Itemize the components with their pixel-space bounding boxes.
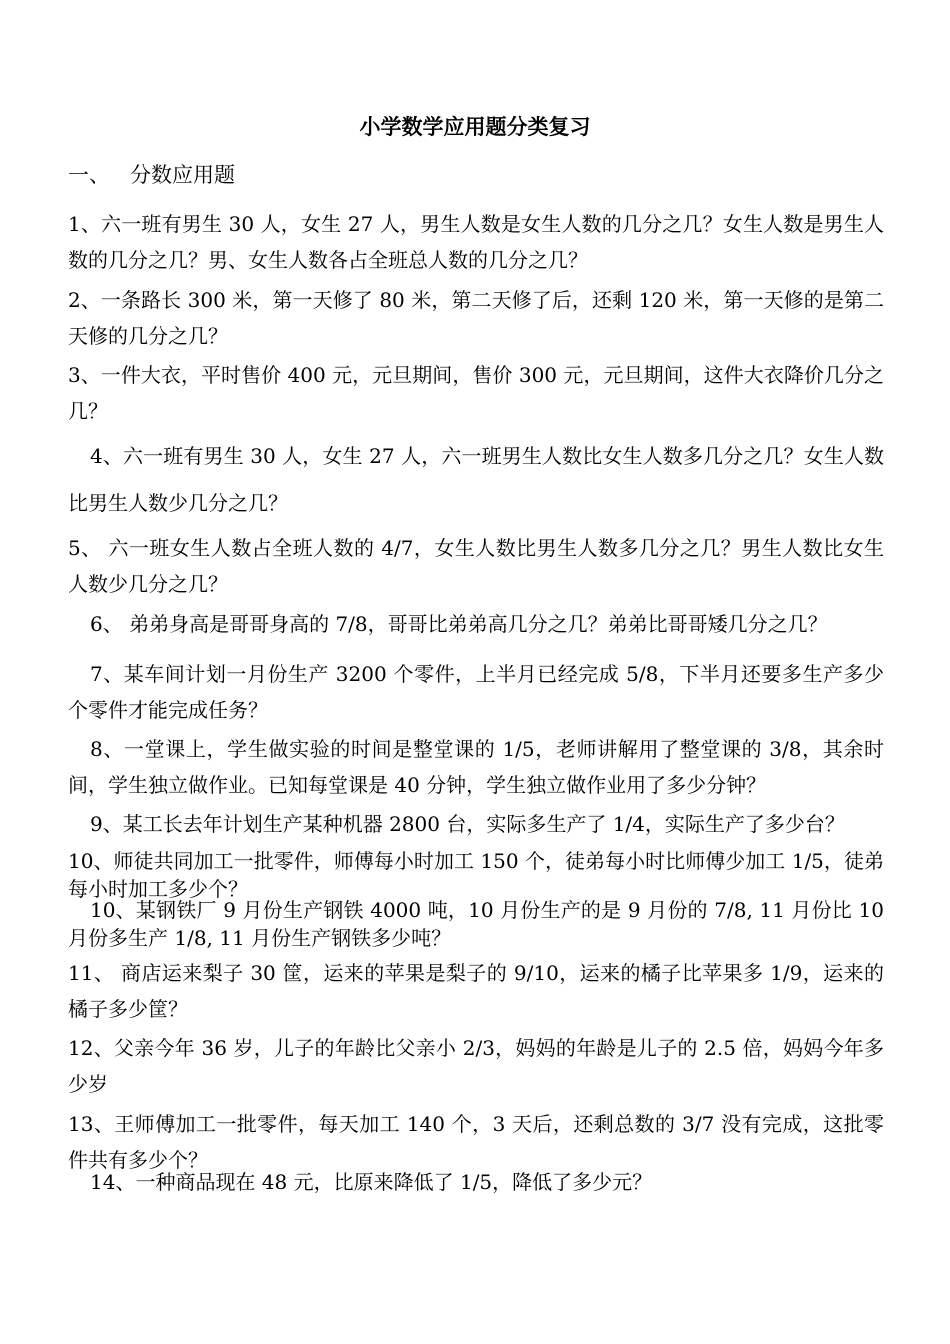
problem-11: 11、 商店运来梨子 30 筐，运来的苹果是梨子的 9/10，运来的橘子比苹果多 1/9，运来的橘子多少筐？: [68, 961, 884, 1021]
problem-2: 2、一条路长 300 米，第一天修了 80 米，第二天修了后，还剩 120 米，第一天修的是第二天修的几分之几？: [68, 288, 884, 348]
problem-10a: 10、师徒共同加工一批零件，师傅每小时加工 150 个，徒弟每小时比师傅少加工 1/5，徒弟每小时加工多少个？: [68, 849, 884, 901]
problem-5: 5、 六一班女生人数占全班人数的 4/7，女生人数比男生人数多几分之几？男生人数比女生人数少几分之几？: [68, 536, 884, 596]
problem-13: 13、王师傅加工一批零件，每天加工 140 个，3 天后，还剩总数的 3/7 没有完成，这批零件共有多少个？: [68, 1112, 884, 1172]
problem-9: 9、某工长去年计划生产某种机器 2800 台，实际多生产了 1/4，实际生产了多少台？: [90, 812, 845, 836]
problem-14: 14、一种商品现在 48 元，比原来降低了 1/5，降低了多少元？: [90, 1170, 653, 1194]
problem-12: 12、父亲今年 36 岁，儿子的年龄比父亲小 2/3，妈妈的年龄是儿子的 2.5 倍，妈妈今年多少岁: [68, 1036, 884, 1096]
problem-4: 4、六一班有男生 30 人，女生 27 人，六一班男生人数比女生人数多几分之几？女生人数比男生人数少几分之几？: [68, 444, 884, 515]
section-heading: 一、 分数应用题: [68, 163, 236, 187]
problem-3: 3、一件大衣，平时售价 400 元，元旦期间，售价 300 元，元旦期间，这件大衣降价几分之几？: [68, 363, 884, 423]
problem-7: 7、某车间计划一月份生产 3200 个零件，上半月已经完成 5/8，下半月还要多生产多少个零件才能完成任务？: [68, 662, 884, 722]
problem-6: 6、 弟弟身高是哥哥身高的 7/8，哥哥比弟弟高几分之几？弟弟比哥哥矮几分之几？: [90, 612, 828, 636]
page-title: 小学数学应用题分类复习: [359, 115, 591, 139]
problem-1: 1、六一班有男生 30 人，女生 27 人，男生人数是女生人数的几分之几？女生人数是男生人数的几分之几？男、女生人数各占全班总人数的几分之几？: [68, 212, 884, 272]
problem-8: 8、一堂课上，学生做实验的时间是整堂课的 1/5，老师讲解用了整堂课的 3/8，其余时间，学生独立做作业。已知每堂课是 40 分钟，学生独立做作业用了多少分钟？: [68, 737, 884, 797]
problem-10b: 10、某钢铁厂 9 月份生产钢铁 4000 吨，10 月份生产的是 9 月份的 7/8, 11 月份比 10 月份多生产 1/8, 11 月份生产钢铁多少吨？: [68, 898, 884, 950]
